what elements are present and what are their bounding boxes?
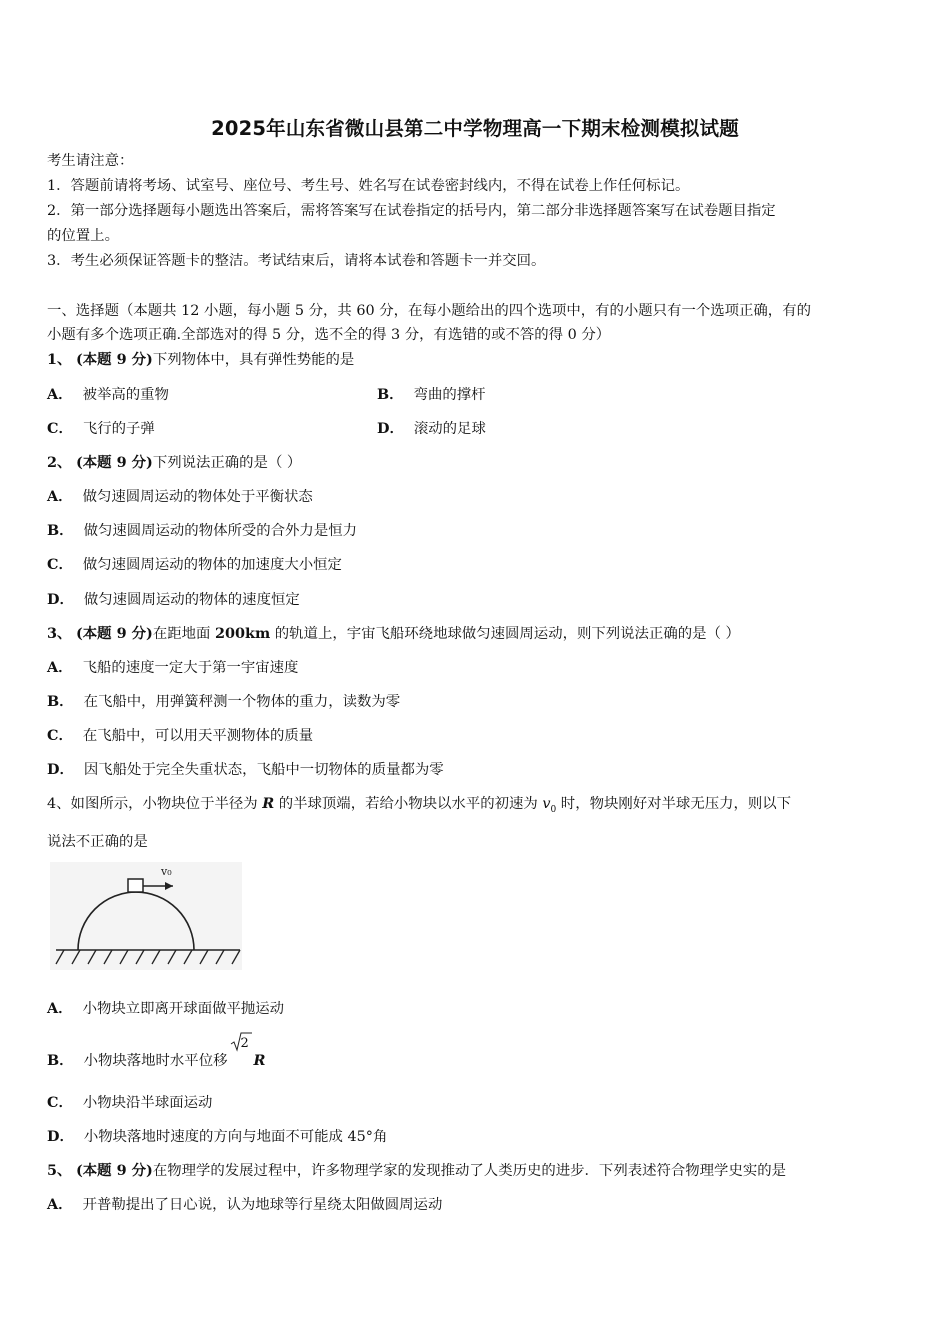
option-text: 飞行的子弹 bbox=[82, 421, 155, 437]
option-text: 做匀速圆周运动的物体的速度恒定 bbox=[83, 592, 300, 608]
question-2-option-a bbox=[47, 487, 313, 507]
notice-item-1: 1．答题前请将考场、试室号、座位号、考生号、姓名写在试卷密封线内，不得在试卷上作任何标记。 bbox=[47, 178, 690, 194]
option-text: 小物块落地时速度的方向与地面不可能成 45°角 bbox=[83, 1129, 388, 1145]
option-label: C． bbox=[47, 556, 73, 573]
question-text: 在距地面 bbox=[152, 626, 215, 642]
option-text: 做匀速圆周运动的物体的加速度大小恒定 bbox=[82, 557, 342, 573]
option-label: B． bbox=[377, 386, 404, 403]
option-label: A． bbox=[47, 1196, 73, 1213]
question-text-end: 时，物块刚好对半球无压力，则以下 bbox=[556, 796, 792, 812]
question-3-option-a bbox=[47, 658, 298, 678]
question-2-option-b bbox=[47, 521, 357, 541]
question-4-option-d bbox=[47, 1127, 387, 1147]
question-text: 如图所示，小物块位于半径为 bbox=[70, 796, 263, 812]
question-tag: (本题 9 分) bbox=[75, 351, 153, 368]
option-text: 开普勒提出了日心说，认为地球等行星绕太阳做圆周运动 bbox=[82, 1197, 443, 1213]
option-label: D． bbox=[377, 420, 404, 437]
question-1-option-a bbox=[47, 385, 169, 405]
question-5-option-a bbox=[47, 1195, 442, 1215]
question-text-cont: 的半球顶端，若给小物块以水平的初速为 bbox=[274, 796, 543, 812]
option-text: 弯曲的撑杆 bbox=[413, 387, 486, 403]
question-2-option-d bbox=[47, 590, 300, 610]
question-tag: (本题 9 分) bbox=[75, 1162, 153, 1179]
question-3-option-d bbox=[47, 760, 444, 780]
option-text: 在飞船中，可以用天平测物体的质量 bbox=[82, 728, 314, 744]
option-label: B． bbox=[47, 522, 74, 539]
question-4-option-b bbox=[47, 1036, 266, 1071]
variable-v: v bbox=[542, 796, 551, 812]
option-label: C． bbox=[47, 420, 73, 437]
option-text: 在飞船中，用弹簧秤测一个物体的重力，读数为零 bbox=[83, 694, 401, 710]
question-3-option-c bbox=[47, 726, 313, 746]
option-text: 做匀速圆周运动的物体处于平衡状态 bbox=[82, 489, 313, 505]
option-label: B． bbox=[47, 1052, 74, 1069]
question-1-option-b bbox=[377, 385, 486, 405]
small-block bbox=[128, 879, 143, 892]
option-label: B． bbox=[47, 693, 74, 710]
option-text: 小物块沿半球面运动 bbox=[82, 1095, 213, 1111]
notice-item-2: 2．第一部分选择题每小题选出答案后，需将答案写在试卷指定的括号内，第二部分非选择题答案写在试卷题目指定 bbox=[47, 203, 776, 219]
question-value: 200km bbox=[214, 625, 271, 642]
question-number: 2、 bbox=[47, 454, 72, 471]
option-text: 被举高的重物 bbox=[82, 387, 169, 403]
question-5-stem bbox=[47, 1161, 786, 1181]
question-number: 1、 bbox=[47, 351, 72, 368]
option-label: A． bbox=[47, 659, 73, 676]
question-4-stem-line-2: 说法不正确的是 bbox=[47, 834, 148, 850]
velocity-label: v₀ bbox=[161, 865, 172, 878]
question-tag: (本题 9 分) bbox=[75, 454, 153, 471]
hemisphere-figure bbox=[50, 862, 242, 970]
option-text: 因飞船处于完全失重状态，飞船中一切物体的质量都为零 bbox=[83, 762, 444, 778]
option-label: D． bbox=[47, 1128, 74, 1145]
option-label: C． bbox=[47, 1094, 73, 1111]
option-text: 飞船的速度一定大于第一宇宙速度 bbox=[82, 660, 299, 676]
page-title: 2025年山东省微山县第二中学物理高一下期末检测模拟试题 bbox=[211, 117, 739, 140]
figure-background bbox=[50, 862, 242, 970]
notice-heading: 考生请注意： bbox=[47, 153, 134, 169]
variable-r: R bbox=[262, 795, 275, 812]
question-1-stem bbox=[47, 350, 354, 370]
section-heading-line-1: 一、选择题（本题共 12 小题，每小题 5 分，共 60 分，在每小题给出的四个选项中，有的小题只有一个选项正确，有的 bbox=[47, 303, 811, 319]
question-4-option-a bbox=[47, 999, 284, 1019]
question-4-stem bbox=[47, 794, 791, 820]
option-label: A． bbox=[47, 488, 73, 505]
question-1-option-c bbox=[47, 419, 155, 439]
question-3-option-b bbox=[47, 692, 400, 712]
option-tail-variable: R bbox=[253, 1052, 266, 1069]
option-label: D． bbox=[47, 761, 74, 778]
question-number: 5、 bbox=[47, 1162, 72, 1179]
question-text-cont: 的轨道上，宇宙飞船环绕地球做匀速圆周运动，则下列说法正确的是（ ） bbox=[270, 626, 740, 642]
option-label: D． bbox=[47, 591, 74, 608]
question-1-option-d bbox=[377, 419, 486, 439]
notice-item-2-cont: 的位置上。 bbox=[47, 228, 119, 244]
sqrt-expression bbox=[227, 1036, 253, 1065]
option-text: 滚动的足球 bbox=[413, 421, 486, 437]
question-number: 3、 bbox=[47, 625, 72, 642]
question-text: 下列物体中，具有弹性势能的是 bbox=[152, 352, 355, 368]
question-tag: (本题 9 分) bbox=[75, 625, 153, 642]
option-label: A． bbox=[47, 386, 73, 403]
question-2-stem bbox=[47, 453, 301, 473]
question-text: 下列说法正确的是（ ） bbox=[152, 455, 302, 471]
notice-item-3: 3．考生必须保证答题卡的整洁。考试结束后，请将本试卷和答题卡一并交回。 bbox=[47, 253, 546, 269]
variable-v-subscript: 0 bbox=[550, 804, 557, 815]
sqrt-radicand: 2 bbox=[240, 1036, 249, 1051]
question-number: 4、 bbox=[47, 796, 71, 812]
question-3-stem bbox=[47, 624, 740, 644]
option-text: 小物块立即离开球面做平抛运动 bbox=[82, 1001, 285, 1017]
question-2-option-c bbox=[47, 555, 342, 575]
question-text: 在物理学的发展过程中，许多物理学家的发现推动了人类历史的进步．下列表述符合物理学史实的是 bbox=[152, 1163, 787, 1179]
option-text: 小物块落地时水平位移 bbox=[83, 1053, 228, 1069]
option-text: 做匀速圆周运动的物体所受的合外力是恒力 bbox=[83, 523, 357, 539]
section-heading-line-2: 小题有多个选项正确.全部选对的得 5 分，选不全的得 3 分，有选错的或不答的得 0 分） bbox=[47, 327, 611, 343]
option-label: C． bbox=[47, 727, 73, 744]
question-4-option-c bbox=[47, 1093, 212, 1113]
option-label: A． bbox=[47, 1000, 73, 1017]
